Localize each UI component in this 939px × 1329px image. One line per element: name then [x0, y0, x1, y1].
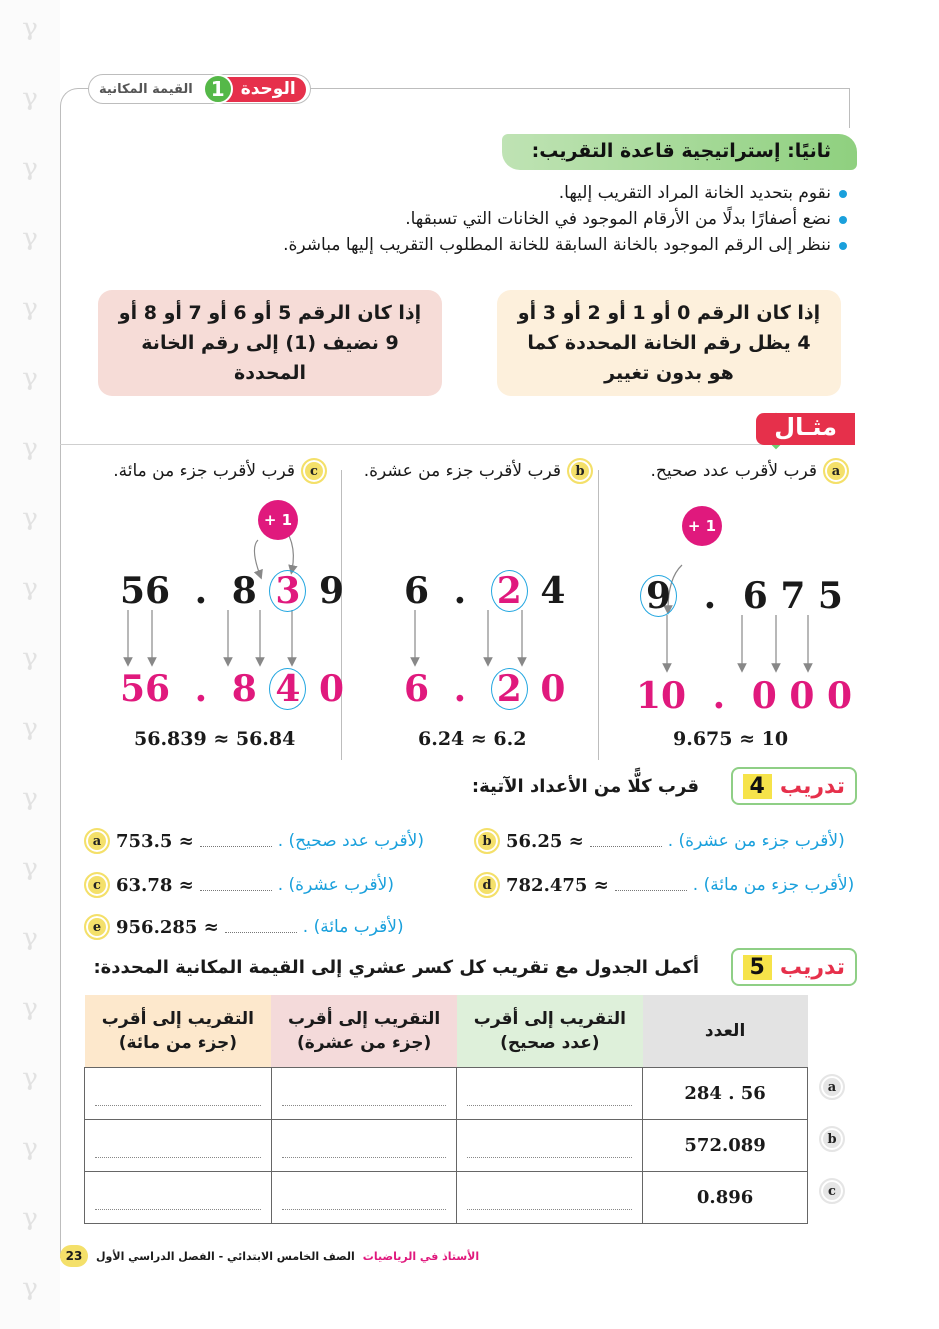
- digit: 4: [540, 570, 566, 612]
- answer-cell[interactable]: [271, 1067, 457, 1119]
- row-letter-badge: a: [819, 1074, 845, 1100]
- answer-cell[interactable]: [85, 1067, 272, 1119]
- example-label: مثـال: [756, 413, 855, 445]
- rule-add-text: إذا كان الرقم 5 أو 6 أو 7 أو 8 أو 9 نضيف (1) إلى رقم الخانة المحددة: [118, 302, 422, 384]
- header-number: العدد: [643, 995, 808, 1067]
- training-5-instruction: أكمل الجدول مع تقريب كل كسر عشري إلى القيمة المكانية المحددة:: [93, 957, 699, 978]
- table-cell-number: 0.896: [643, 1171, 808, 1223]
- decimal-point: .: [712, 675, 726, 717]
- example-a-result: 9.675 ≈ 10: [673, 728, 789, 750]
- example-instruction: قرب لأقرب عدد صحيح.: [650, 461, 817, 481]
- example-c-top-number: [120, 570, 344, 612]
- letter-badge: b: [567, 458, 593, 484]
- example-b-result: 6.24 ≈ 6.2: [418, 728, 527, 750]
- letter-badge: e: [84, 914, 110, 940]
- footer-course: الصف الخامس الابتدائي - الفصل الدراسي الأول: [96, 1249, 355, 1263]
- example-a-top-number: [640, 575, 843, 617]
- letter-badge: c: [301, 458, 327, 484]
- example-instruction: قرب لأقرب جزء من مائة.: [113, 461, 295, 481]
- answer-cell[interactable]: [85, 1171, 272, 1223]
- exercise-value: 782.475 ≈: [506, 874, 609, 896]
- decimal-point: .: [703, 575, 717, 617]
- page-number: 23: [60, 1245, 88, 1267]
- digit: 9: [318, 570, 345, 612]
- rounding-table: [84, 995, 808, 1224]
- digit: 0: [540, 668, 566, 710]
- exercise-c: [84, 872, 394, 898]
- digit: 0: [789, 675, 815, 717]
- decimal-point: .: [194, 668, 208, 710]
- decimal-point: .: [453, 570, 467, 612]
- digit: 6: [404, 668, 430, 710]
- example-c-result: 56.839 ≈ 56.84: [134, 728, 296, 750]
- exercise-hint: (لأقرب عدد صحيح) .: [277, 831, 424, 851]
- target-digit: 3: [269, 570, 306, 612]
- page-footer: [60, 1243, 850, 1269]
- book-title: الأستاذ في الرياضيات: [362, 1249, 480, 1263]
- digit: 8: [231, 570, 257, 612]
- exercise-hint: (لأقرب مائة) .: [302, 917, 404, 937]
- digit: 0: [826, 675, 853, 717]
- digit: 10: [636, 675, 687, 717]
- table-header-row: [85, 995, 808, 1067]
- digit: 6: [404, 570, 430, 612]
- example-divider: [60, 444, 850, 445]
- digit: 6: [742, 575, 768, 617]
- unit-header: [88, 74, 311, 104]
- answer-cell[interactable]: [457, 1119, 643, 1171]
- exercise-value: 956.285 ≈: [116, 916, 219, 938]
- exercise-hint: (لأقرب جزء من عشرة) .: [667, 831, 845, 851]
- exercise-value: 63.78 ≈: [116, 874, 194, 896]
- table-cell-number: 56 . 284: [643, 1067, 808, 1119]
- training-number: 4: [743, 774, 772, 799]
- bullet-item: ننظر إلى الرقم الموجود بالخانة السابقة للخانة المطلوب التقريب إليها مباشرة.: [147, 232, 847, 258]
- example-a-heading: [651, 458, 849, 484]
- example-instruction: قرب لأقرب جزء من عشرة.: [363, 461, 561, 481]
- exercise-b: [474, 828, 845, 854]
- header-tenth: التقريب إلى أقرب (جزء من عشرة): [271, 995, 457, 1067]
- plus-one-badge: + 1: [682, 506, 722, 546]
- rule-add-box: [98, 290, 442, 396]
- training-number: 5: [743, 955, 772, 980]
- letter-badge: b: [474, 828, 500, 854]
- target-digit: 2: [491, 668, 528, 710]
- answer-blank[interactable]: [615, 879, 687, 891]
- decimal-point: .: [194, 570, 208, 612]
- table-cell-number: 572.089: [643, 1119, 808, 1171]
- table-row: [85, 1171, 808, 1223]
- letter-badge: a: [84, 828, 110, 854]
- answer-cell[interactable]: [271, 1119, 457, 1171]
- section-title: ثانيًا: إستراتيجية قاعدة التقريب:: [502, 134, 857, 170]
- unit-number: 1: [203, 74, 233, 104]
- letter-badge: a: [823, 458, 849, 484]
- exercise-e: [84, 914, 404, 940]
- row-letter-badge: c: [819, 1178, 845, 1204]
- decorative-pattern: ᵞ ᵞ ᵞ ᵞ ᵞ ᵞ ᵞ ᵞ ᵞ ᵞ ᵞ ᵞ ᵞ ᵞ ᵞ ᵞ ᵞ ᵞ ᵞ: [0, 0, 60, 1329]
- example-a-bottom-number: [636, 675, 852, 717]
- answer-cell[interactable]: [271, 1171, 457, 1223]
- header-integer: التقريب إلى أقرب (عدد صحيح): [457, 995, 643, 1067]
- example-c-heading: [113, 458, 327, 484]
- answer-blank[interactable]: [200, 835, 272, 847]
- unit-label: الوحدة: [211, 77, 306, 102]
- strategy-bullets: [147, 180, 847, 258]
- bullet-item: نضع أصفارًا بدلًا من الأرقام الموجود في الخانات التي تسبقها.: [147, 206, 847, 232]
- letter-badge: c: [84, 872, 110, 898]
- exercise-d: [474, 872, 854, 898]
- footer-book: [363, 1250, 479, 1263]
- target-digit: 9: [640, 575, 677, 617]
- example-b-heading: [364, 458, 593, 484]
- exercise-hint: (لأقرب جزء من مائة) .: [692, 875, 855, 895]
- letter-badge: d: [474, 872, 500, 898]
- table-row: [85, 1067, 808, 1119]
- training-5-tab: [731, 948, 858, 986]
- exercise-a: [84, 828, 424, 854]
- digit: 5: [817, 575, 843, 617]
- bullet-item: نقوم بتحديد الخانة المراد التقريب إليها.: [147, 180, 847, 206]
- decimal-point: .: [453, 668, 467, 710]
- rule-keep-box: [497, 290, 841, 396]
- exercise-value: 56.25 ≈: [506, 830, 584, 852]
- answer-blank[interactable]: [200, 879, 272, 891]
- exercise-value: 753.5 ≈: [116, 830, 194, 852]
- training-word: تدريب: [779, 773, 845, 799]
- frame-right-line: [849, 88, 850, 128]
- row-letter-badge: b: [819, 1126, 845, 1152]
- plus-one-badge: + 1: [258, 500, 298, 540]
- table-row: [85, 1119, 808, 1171]
- answer-cell[interactable]: [457, 1067, 643, 1119]
- answer-cell[interactable]: [85, 1119, 272, 1171]
- exercise-hint: (لأقرب عشرة) .: [277, 875, 394, 895]
- digit: 0: [751, 675, 777, 717]
- digit: 0: [318, 668, 345, 710]
- example-c-bottom-number: [120, 668, 344, 710]
- training-4-instruction: قرب كلًّا من الأعداد الآتية:: [471, 776, 699, 797]
- digit: 56: [120, 570, 171, 612]
- target-digit: 4: [269, 668, 306, 710]
- training-word: تدريب: [779, 954, 845, 980]
- unit-title: القيمة المكانية: [99, 81, 193, 97]
- header-hundredth: التقريب إلى أقرب (جزء من مائة): [85, 995, 272, 1067]
- answer-blank[interactable]: [225, 921, 297, 933]
- answer-cell[interactable]: [457, 1171, 643, 1223]
- target-digit: 2: [491, 570, 528, 612]
- digit: 8: [231, 668, 257, 710]
- frame-top-line: [300, 88, 850, 89]
- rule-keep-text: إذا كان الرقم 0 أو 1 أو 2 أو 3 أو 4 يظل رقم الخانة المحددة كما هو بدون تغيير: [517, 302, 821, 384]
- example-b-top-number: [404, 570, 565, 612]
- answer-blank[interactable]: [590, 835, 662, 847]
- example-b-bottom-number: [404, 668, 565, 710]
- digit: 7: [780, 575, 806, 617]
- digit: 56: [120, 668, 171, 710]
- training-4-tab: [731, 767, 858, 805]
